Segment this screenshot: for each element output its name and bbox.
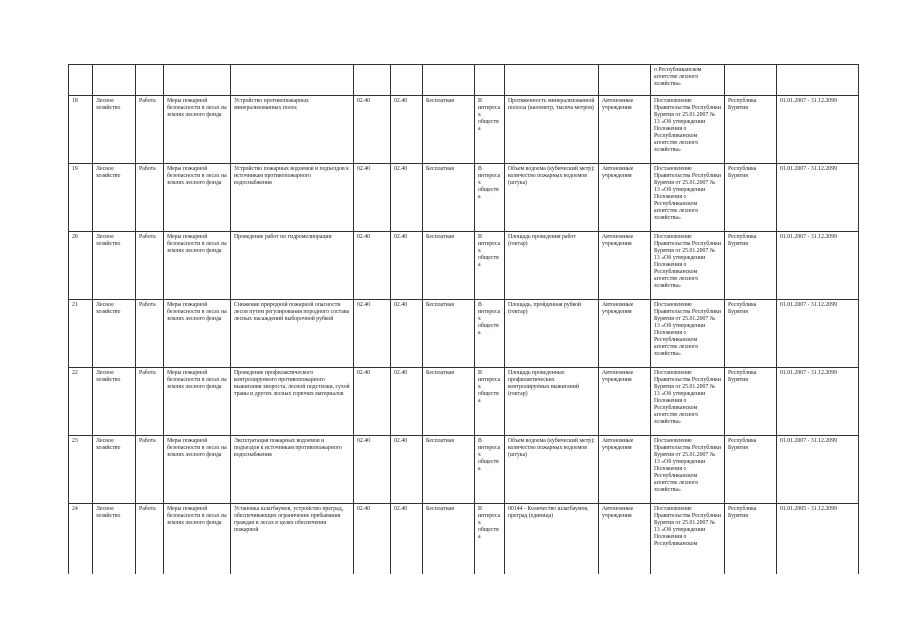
services-table [68, 64, 859, 575]
table-row-continuation [69, 65, 859, 96]
cell-blank [777, 65, 859, 96]
cell-period: 01.01.2005 - 31.12.2099 [777, 504, 859, 575]
cell-interest: В интересах общества [475, 96, 505, 164]
cell-type: Работа [136, 96, 164, 164]
cell-type: Работа [136, 300, 164, 368]
cell-sector: Лесное хозяйство [93, 96, 136, 164]
cell-sector: Лесное хозяйство [93, 300, 136, 368]
cell-sector: Лесное хозяйство [93, 436, 136, 504]
cell-institution: Автономные учреждения [599, 164, 651, 232]
cell-period: 01.01.2007 - 31.12.2099 [777, 96, 859, 164]
cell-type: Работа [136, 504, 164, 575]
cell-indicator: Площадь проведенных профилактических контролируемых выжиганий (гектар) [505, 368, 599, 436]
cell-number: 24 [69, 504, 93, 575]
cell-service: Меры пожарной безопасности в лесах на землях лесного фонда [164, 504, 231, 575]
cell-region: Республика Бурятия [725, 368, 777, 436]
cell-period: 01.01.2007 - 31.12.2099 [777, 232, 859, 300]
cell-legal-act: Постановление Правительства Республики Бурятия от 25.01.2007 № 13 «Об утверждении Положения о Республиканском агентстве лесного хозяйства» [651, 436, 725, 504]
cell-payment: Бесплатная [423, 300, 475, 368]
cell-legal-act: Постановление Правительства Республики Бурятия от 25.01.2007 № 13 «Об утверждении Положения о Республиканском агентстве лесного хозяйства» [651, 300, 725, 368]
table-row [69, 436, 859, 504]
cell-code-2: 02.40 [391, 368, 423, 436]
cell-region: Республика Бурятия [725, 300, 777, 368]
cell-number: 20 [69, 232, 93, 300]
cell-legal-act: Постановление Правительства Республики Бурятия от 25.01.2007 № 13 «Об утверждении Положения о Республиканском агентстве лесного хозяйства» [651, 232, 725, 300]
cell-payment: Бесплатная [423, 436, 475, 504]
cell-blank [231, 65, 354, 96]
cell-code-2: 02.40 [391, 232, 423, 300]
cell-code-1: 02.40 [354, 232, 391, 300]
cell-blank [391, 65, 423, 96]
cell-sector: Лесное хозяйство [93, 368, 136, 436]
cell-interest: В интересах общества [475, 164, 505, 232]
cell-service: Меры пожарной безопасности в лесах на землях лесного фонда [164, 300, 231, 368]
cell-period: 01.01.2007 - 31.12.2099 [777, 368, 859, 436]
cell-blank [354, 65, 391, 96]
cell-legal-act: Постановление Правительства Республики Бурятия от 25.01.2007 № 13 «Об утверждении Положения о Республиканском агентстве лесного хозяйства» [651, 96, 725, 164]
cell-code-2: 02.40 [391, 300, 423, 368]
cell-interest: В интересах общества [475, 368, 505, 436]
cell-code-1: 02.40 [354, 368, 391, 436]
cell-code-2: 02.40 [391, 164, 423, 232]
cell-blank [93, 65, 136, 96]
cell-content: Устройство пожарных водоемов и подъездов к источникам противопожарного водоснабжения [231, 164, 354, 232]
cell-legal-act: Постановление Правительства Республики Бурятия от 25.01.2007 № 13 «Об утверждении Положения о Республиканском [651, 504, 725, 575]
cell-code-1: 02.40 [354, 504, 391, 575]
cell-payment: Бесплатная [423, 164, 475, 232]
cell-sector: Лесное хозяйство [93, 504, 136, 575]
cell-payment: Бесплатная [423, 96, 475, 164]
cell-blank [164, 65, 231, 96]
cell-type: Работа [136, 232, 164, 300]
cell-period: 01.01.2007 - 31.12.2099 [777, 164, 859, 232]
cell-indicator: 00144 - Количество шлагбаумов, преград (единица) [505, 504, 599, 575]
cell-region: Республика Бурятия [725, 504, 777, 575]
cell-blank [69, 65, 93, 96]
cell-region: Республика Бурятия [725, 436, 777, 504]
table-row [69, 96, 859, 164]
cell-institution: Автономные учреждения [599, 96, 651, 164]
cell-institution: Автономные учреждения [599, 436, 651, 504]
cell-payment: Бесплатная [423, 232, 475, 300]
cell-number: 22 [69, 368, 93, 436]
cell-content: Эксплуатация пожарных водоемов и подъездов к источникам противопожарного водоснабжения [231, 436, 354, 504]
cell-indicator: Объем водоема (кубический метр); количество пожарных водоемов (штука) [505, 164, 599, 232]
cell-content: Устройство противопожарных минерализованных полос [231, 96, 354, 164]
cell-type: Работа [136, 368, 164, 436]
cell-code-1: 02.40 [354, 300, 391, 368]
cell-region: Республика Бурятия [725, 96, 777, 164]
cell-number: 21 [69, 300, 93, 368]
cell-region: Республика Бурятия [725, 232, 777, 300]
table-row [69, 232, 859, 300]
cell-code-2: 02.40 [391, 96, 423, 164]
cell-code-2: 02.40 [391, 504, 423, 575]
cell-period: 01.01.2007 - 31.12.2099 [777, 300, 859, 368]
cell-interest: В интересах общества [475, 232, 505, 300]
cell-payment: Бесплатная [423, 368, 475, 436]
cell-interest: В интересах общества [475, 300, 505, 368]
cell-indicator: Объем водоема (кубический метр); количество пожарных водоемов (штука) [505, 436, 599, 504]
cell-blank [599, 65, 651, 96]
cell-indicator: Площадь проведения работ (гектар) [505, 232, 599, 300]
cell-institution: Автономные учреждения [599, 232, 651, 300]
cell-period: 01.01.2007 - 31.12.2099 [777, 436, 859, 504]
cell-payment: Бесплатная [423, 504, 475, 575]
cell-sector: Лесное хозяйство [93, 232, 136, 300]
cell-type: Работа [136, 164, 164, 232]
table-row [69, 300, 859, 368]
table-row [69, 164, 859, 232]
cell-number: 18 [69, 96, 93, 164]
cell-legal-act: Постановление Правительства Республики Бурятия от 25.01.2007 № 13 «Об утверждении Положения о Республиканском агентстве лесного хозяйства» [651, 368, 725, 436]
cell-blank [725, 65, 777, 96]
cell-blank [505, 65, 599, 96]
cell-number: 19 [69, 164, 93, 232]
cell-number: 23 [69, 436, 93, 504]
cell-content: Снижение природной пожарной опасности лесов путем регулирования породного состава лесных насаждений выборочной рубкой [231, 300, 354, 368]
table-row [69, 368, 859, 436]
cell-legal-act: о Республиканском агентстве лесного хозяйства» [651, 65, 725, 96]
cell-service: Меры пожарной безопасности в лесах на землях лесного фонда [164, 164, 231, 232]
cell-legal-act: Постановление Правительства Республики Бурятия от 25.01.2007 № 13 «Об утверждении Положения о Республиканском агентстве лесного хозяйства» [651, 164, 725, 232]
cell-institution: Автономные учреждения [599, 300, 651, 368]
cell-service: Меры пожарной безопасности в лесах на землях лесного фонда [164, 368, 231, 436]
cell-indicator: Площадь, пройденная рубкой (гектар) [505, 300, 599, 368]
cell-blank [423, 65, 475, 96]
cell-interest: В интересах общества [475, 504, 505, 575]
cell-content: Проведение профилактического контролируемого противопожарного выжигания хвороста, лесной подстилки, сухой травы и других лесных горючих материалов [231, 368, 354, 436]
cell-blank [475, 65, 505, 96]
cell-service: Меры пожарной безопасности в лесах на землях лесного фонда [164, 436, 231, 504]
cell-content: Проведение работ по гидромелиорации [231, 232, 354, 300]
cell-region: Республика Бурятия [725, 164, 777, 232]
table-row [69, 504, 859, 575]
cell-service: Меры пожарной безопасности в лесах на землях лесного фонда [164, 232, 231, 300]
cell-sector: Лесное хозяйство [93, 164, 136, 232]
cell-institution: Автономные учреждения [599, 368, 651, 436]
cell-institution: Автономные учреждения [599, 504, 651, 575]
cell-service: Меры пожарной безопасности в лесах на землях лесного фонда [164, 96, 231, 164]
cell-code-1: 02.40 [354, 436, 391, 504]
cell-code-2: 02.40 [391, 436, 423, 504]
cell-code-1: 02.40 [354, 96, 391, 164]
cell-type: Работа [136, 436, 164, 504]
cell-content: Установка шлагбаумов, устройство преград, обеспечивающих ограничение пребывания граждан в лесах в целях обеспечения пожарной [231, 504, 354, 575]
cell-indicator: Протяженность минерализованной полосы (километр, тысяча метров) [505, 96, 599, 164]
cell-code-1: 02.40 [354, 164, 391, 232]
cell-blank [136, 65, 164, 96]
cell-interest: В интересах общества [475, 436, 505, 504]
